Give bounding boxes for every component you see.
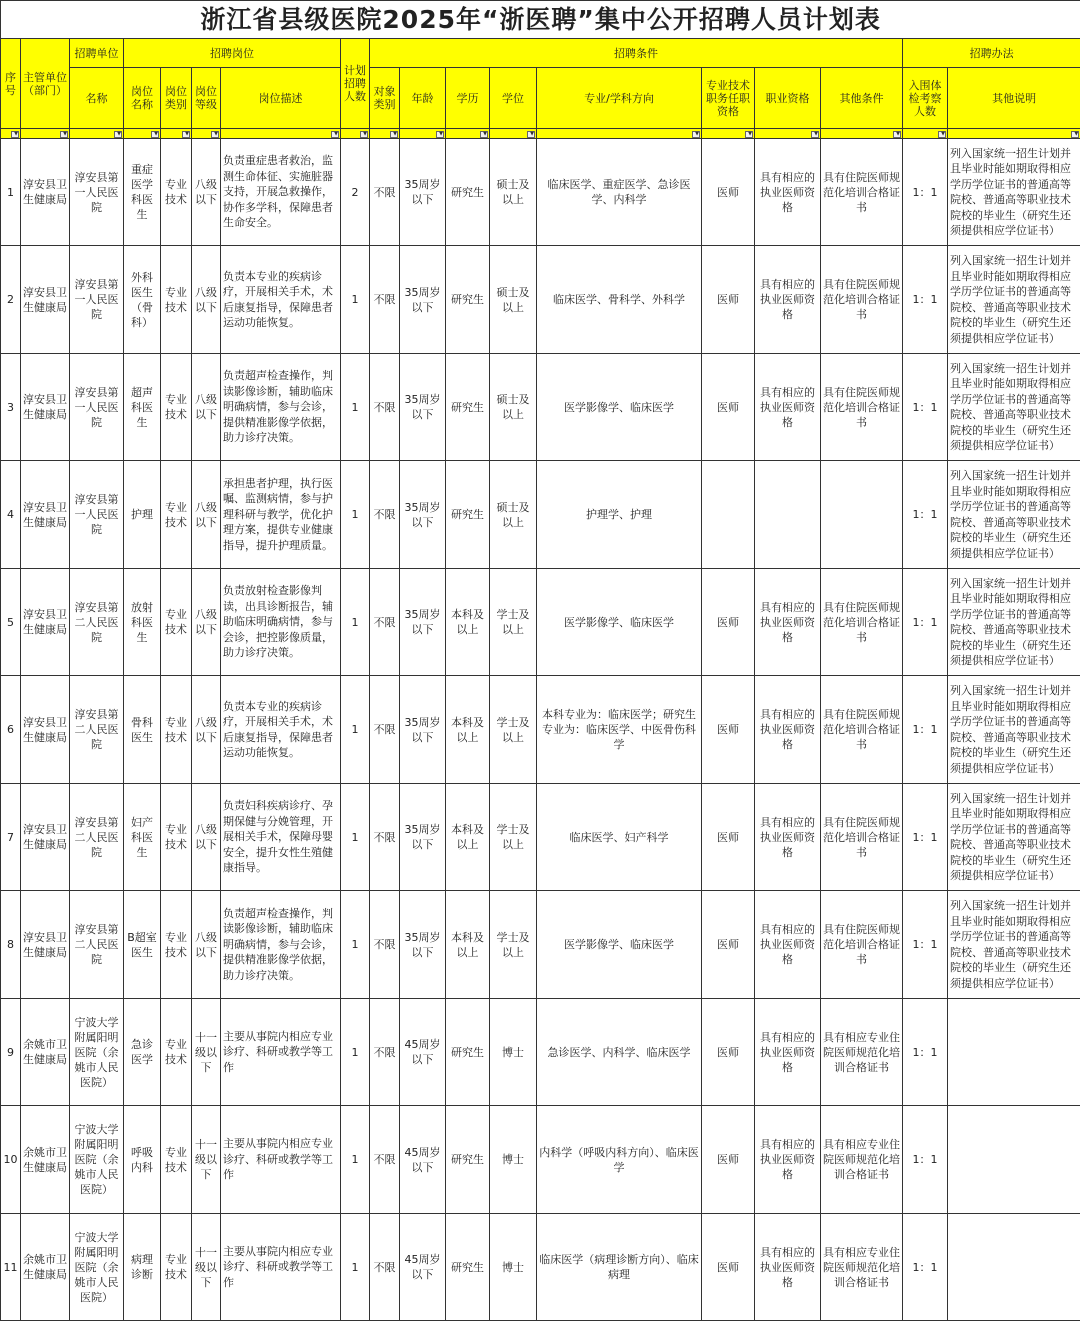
filter-cell <box>124 129 161 139</box>
practice-qual-cell: 具有相应的执业医师资格 <box>755 891 821 999</box>
filter-dropdown-icon[interactable]: ▼ <box>11 131 19 138</box>
title-qual-cell: 医师 <box>702 569 755 676</box>
header-recruit-unit-name: 名称 <box>70 68 124 129</box>
sheet-title: 浙江省县级医院2025年“浙医聘”集中公开招聘人员计划表 <box>1 1 1080 39</box>
practice-qual-cell: 具有相应的执业医师资格 <box>755 569 821 676</box>
filter-dropdown-icon[interactable]: ▼ <box>211 131 219 138</box>
education-cell: 本科及以上 <box>446 569 490 676</box>
post-level-cell: 八级以下 <box>192 246 221 354</box>
other-note-cell: 列入国家统一招生计划并且毕业时能如期取得相应学历学位证书的普通高等院校、普通高等职业技术院校的毕业生（研究生还须提供相应学位证书） <box>948 569 1080 676</box>
header-title-qual: 专业技术职务任职资格 <box>702 68 755 129</box>
plan-count-cell: 1 <box>341 1106 370 1214</box>
seq-cell: 3 <box>1 354 21 461</box>
education-cell: 本科及以上 <box>446 784 490 891</box>
table-row <box>1 461 1080 569</box>
recruit-unit-cell: 淳安县第二人民医院 <box>70 784 124 891</box>
age-cell: 45周岁以下 <box>400 1106 446 1214</box>
table-row <box>1 891 1080 999</box>
seq-cell: 6 <box>1 676 21 784</box>
plan-count-cell: 1 <box>341 354 370 461</box>
recruit-unit-cell: 淳安县第二人民医院 <box>70 676 124 784</box>
post-type-cell: 专业技术 <box>161 461 192 569</box>
post-desc-cell: 负责放射检查影像判读，出具诊断报告，辅助临床明确病情，参与会诊，把控影像质量，助力诊疗决策。 <box>221 569 341 676</box>
post-level-cell: 八级以下 <box>192 569 221 676</box>
filter-cell <box>161 129 192 139</box>
post-desc-cell: 负责超声检查操作，判读影像诊断，辅助临床明确病情，参与会诊，提供精准影像学依据，助力诊疗决策。 <box>221 354 341 461</box>
age-cell: 35周岁以下 <box>400 891 446 999</box>
unit-cell: 淳安县卫生健康局 <box>21 246 70 354</box>
ratio-cell: 1：1 <box>903 999 948 1106</box>
post-desc-cell: 负责超声检查操作，判读影像诊断，辅助临床明确病情，参与会诊，提供精准影像学依据，助力诊疗决策。 <box>221 891 341 999</box>
practice-qual-cell: 具有相应的执业医师资格 <box>755 676 821 784</box>
plan-count-cell: 1 <box>341 461 370 569</box>
header-post-type: 岗位类别 <box>161 68 192 129</box>
filter-cell <box>490 129 537 139</box>
post-name-cell: 呼吸内科 <box>124 1106 161 1214</box>
plan-count-cell: 1 <box>341 246 370 354</box>
post-level-cell: 八级以下 <box>192 676 221 784</box>
ratio-cell: 1：1 <box>903 569 948 676</box>
post-level-cell: 八级以下 <box>192 354 221 461</box>
filter-dropdown-icon[interactable]: ▼ <box>893 131 901 138</box>
other-cond-cell: 具有住院医师规范化培训合格证书 <box>821 139 903 246</box>
unit-cell: 余姚市卫生健康局 <box>21 1214 70 1321</box>
filter-dropdown-icon[interactable]: ▼ <box>692 131 700 138</box>
title-qual-cell: 医师 <box>702 1106 755 1214</box>
seq-cell: 2 <box>1 246 21 354</box>
title-qual-cell: 医师 <box>702 246 755 354</box>
header-ratio: 入围体检考察人数 <box>903 68 948 129</box>
degree-cell: 学士及以上 <box>490 676 537 784</box>
education-cell: 本科及以上 <box>446 891 490 999</box>
other-note-cell: 列入国家统一招生计划并且毕业时能如期取得相应学历学位证书的普通高等院校、普通高等职业技术院校的毕业生（研究生还须提供相应学位证书） <box>948 139 1080 246</box>
practice-qual-cell: 具有相应的执业医师资格 <box>755 246 821 354</box>
plan-count-cell: 1 <box>341 676 370 784</box>
post-type-cell: 专业技术 <box>161 1106 192 1214</box>
title-qual-cell: 医师 <box>702 354 755 461</box>
ratio-cell: 1：1 <box>903 891 948 999</box>
target-cell: 不限 <box>370 569 400 676</box>
major-cell: 临床医学、骨科学、外科学 <box>537 246 702 354</box>
target-cell: 不限 <box>370 891 400 999</box>
table-row <box>1 999 1080 1106</box>
degree-cell: 硕士及以上 <box>490 139 537 246</box>
header-condition-group: 招聘条件 <box>370 39 903 68</box>
target-cell: 不限 <box>370 139 400 246</box>
post-type-cell: 专业技术 <box>161 891 192 999</box>
major-cell: 内科学（呼吸内科方向）、临床医学 <box>537 1106 702 1214</box>
unit-cell: 淳安县卫生健康局 <box>21 354 70 461</box>
other-note-cell: 列入国家统一招生计划并且毕业时能如期取得相应学历学位证书的普通高等院校、普通高等职业技术院校的毕业生（研究生还须提供相应学位证书） <box>948 246 1080 354</box>
major-cell: 急诊医学、内科学、临床医学 <box>537 999 702 1106</box>
unit-cell: 淳安县卫生健康局 <box>21 676 70 784</box>
filter-dropdown-icon[interactable]: ▼ <box>938 131 946 138</box>
filter-cell <box>755 129 821 139</box>
target-cell: 不限 <box>370 246 400 354</box>
filter-cell <box>903 129 948 139</box>
major-cell: 医学影像学、临床医学 <box>537 569 702 676</box>
age-cell: 35周岁以下 <box>400 784 446 891</box>
ratio-cell: 1：1 <box>903 139 948 246</box>
header-post-name: 岗位名称 <box>124 68 161 129</box>
other-note-cell: 列入国家统一招生计划并且毕业时能如期取得相应学历学位证书的普通高等院校、普通高等职业技术院校的毕业生（研究生还须提供相应学位证书） <box>948 891 1080 999</box>
degree-cell: 博士 <box>490 1106 537 1214</box>
filter-cell <box>702 129 755 139</box>
header-recruit-unit: 招聘单位 <box>70 39 124 68</box>
header-seq: 序号 <box>1 39 21 129</box>
other-cond-cell: 具有住院医师规范化培训合格证书 <box>821 784 903 891</box>
target-cell: 不限 <box>370 1106 400 1214</box>
filter-cell <box>21 129 70 139</box>
filter-dropdown-icon[interactable]: ▼ <box>1071 131 1079 138</box>
major-cell: 临床医学、重症医学、急诊医学、内科学 <box>537 139 702 246</box>
filter-dropdown-icon[interactable]: ▼ <box>390 131 398 138</box>
plan-count-cell: 1 <box>341 999 370 1106</box>
title-qual-cell: 医师 <box>702 1214 755 1321</box>
table-row <box>1 1214 1080 1321</box>
post-name-cell: 重症医学科医生 <box>124 139 161 246</box>
age-cell: 35周岁以下 <box>400 569 446 676</box>
plan-count-cell: 2 <box>341 139 370 246</box>
age-cell: 35周岁以下 <box>400 354 446 461</box>
post-name-cell: 妇产科医生 <box>124 784 161 891</box>
plan-count-cell: 1 <box>341 891 370 999</box>
seq-cell: 5 <box>1 569 21 676</box>
recruit-unit-cell: 淳安县第一人民医院 <box>70 354 124 461</box>
filter-dropdown-icon[interactable]: ▼ <box>745 131 753 138</box>
target-cell: 不限 <box>370 1214 400 1321</box>
education-cell: 研究生 <box>446 139 490 246</box>
post-name-cell: 护理 <box>124 461 161 569</box>
header-major: 专业/学科方向 <box>537 68 702 129</box>
ratio-cell: 1：1 <box>903 246 948 354</box>
plan-count-cell: 1 <box>341 784 370 891</box>
other-note-cell: 列入国家统一招生计划并且毕业时能如期取得相应学历学位证书的普通高等院校、普通高等职业技术院校的毕业生（研究生还须提供相应学位证书） <box>948 354 1080 461</box>
post-level-cell: 十一级以下 <box>192 1106 221 1214</box>
unit-cell: 余姚市卫生健康局 <box>21 999 70 1106</box>
practice-qual-cell: 具有相应的执业医师资格 <box>755 139 821 246</box>
other-note-cell <box>948 1106 1080 1214</box>
seq-cell: 8 <box>1 891 21 999</box>
target-cell: 不限 <box>370 354 400 461</box>
seq-cell: 11 <box>1 1214 21 1321</box>
practice-qual-cell: 具有相应的执业医师资格 <box>755 354 821 461</box>
title-qual-cell: 医师 <box>702 999 755 1106</box>
filter-dropdown-icon[interactable]: ▼ <box>182 131 190 138</box>
post-name-cell: 病理诊断 <box>124 1214 161 1321</box>
target-cell: 不限 <box>370 676 400 784</box>
filter-dropdown-icon[interactable]: ▼ <box>60 131 68 138</box>
filter-dropdown-icon[interactable]: ▼ <box>436 131 444 138</box>
table-row <box>1 139 1080 246</box>
age-cell: 35周岁以下 <box>400 139 446 246</box>
filter-cell <box>537 129 702 139</box>
target-cell: 不限 <box>370 784 400 891</box>
filter-dropdown-icon[interactable]: ▼ <box>114 131 122 138</box>
ratio-cell: 1：1 <box>903 1214 948 1321</box>
filter-dropdown-icon[interactable]: ▼ <box>527 131 535 138</box>
other-cond-cell: 具有住院医师规范化培训合格证书 <box>821 676 903 784</box>
other-cond-cell: 具有住院医师规范化培训合格证书 <box>821 891 903 999</box>
ratio-cell: 1：1 <box>903 676 948 784</box>
major-cell: 医学影像学、临床医学 <box>537 891 702 999</box>
major-cell: 临床医学、妇产科学 <box>537 784 702 891</box>
post-name-cell: 骨科医生 <box>124 676 161 784</box>
header-age: 年龄 <box>400 68 446 129</box>
post-type-cell: 专业技术 <box>161 354 192 461</box>
unit-cell: 淳安县卫生健康局 <box>21 784 70 891</box>
major-cell: 本科专业为：临床医学；研究生专业为：临床医学、中医骨伤科学 <box>537 676 702 784</box>
header-post-group: 招聘岗位 <box>124 39 341 68</box>
major-cell: 临床医学（病理诊断方向）、临床病理 <box>537 1214 702 1321</box>
post-level-cell: 十一级以下 <box>192 1214 221 1321</box>
unit-cell: 淳安县卫生健康局 <box>21 891 70 999</box>
post-type-cell: 专业技术 <box>161 139 192 246</box>
ratio-cell: 1：1 <box>903 354 948 461</box>
plan-count-cell: 1 <box>341 569 370 676</box>
header-post-desc: 岗位描述 <box>221 68 341 129</box>
title-qual-cell: 医师 <box>702 676 755 784</box>
recruit-unit-cell: 淳安县第一人民医院 <box>70 246 124 354</box>
degree-cell: 博士 <box>490 1214 537 1321</box>
header-target: 对象类别 <box>370 68 400 129</box>
post-type-cell: 专业技术 <box>161 246 192 354</box>
seq-cell: 10 <box>1 1106 21 1214</box>
filter-dropdown-icon[interactable]: ▼ <box>151 131 159 138</box>
filter-cell <box>341 129 370 139</box>
degree-cell: 硕士及以上 <box>490 354 537 461</box>
post-name-cell: 急诊医学 <box>124 999 161 1106</box>
plan-count-cell: 1 <box>341 1214 370 1321</box>
unit-cell: 淳安县卫生健康局 <box>21 569 70 676</box>
post-type-cell: 专业技术 <box>161 569 192 676</box>
header-education: 学历 <box>446 68 490 129</box>
ratio-cell: 1：1 <box>903 784 948 891</box>
post-name-cell: B超室医生 <box>124 891 161 999</box>
post-type-cell: 专业技术 <box>161 784 192 891</box>
filter-cell <box>1 129 21 139</box>
degree-cell: 学士及以上 <box>490 784 537 891</box>
education-cell: 研究生 <box>446 246 490 354</box>
title-qual-cell: 医师 <box>702 139 755 246</box>
other-cond-cell: 具有住院医师规范化培训合格证书 <box>821 569 903 676</box>
practice-qual-cell: 具有相应的执业医师资格 <box>755 784 821 891</box>
practice-qual-cell: 具有相应的执业医师资格 <box>755 999 821 1106</box>
post-desc-cell: 主要从事院内相应专业诊疗、科研或教学等工作 <box>221 999 341 1106</box>
title-qual-cell: 医师 <box>702 784 755 891</box>
education-cell: 研究生 <box>446 1214 490 1321</box>
post-level-cell: 八级以下 <box>192 784 221 891</box>
ratio-cell: 1：1 <box>903 461 948 569</box>
other-cond-cell <box>821 461 903 569</box>
target-cell: 不限 <box>370 999 400 1106</box>
filter-dropdown-icon[interactable]: ▼ <box>331 131 339 138</box>
table-body <box>1 139 1080 1321</box>
other-cond-cell: 具有住院医师规范化培训合格证书 <box>821 246 903 354</box>
table-row <box>1 246 1080 354</box>
recruit-unit-cell: 淳安县第一人民医院 <box>70 461 124 569</box>
post-desc-cell: 负责本专业的疾病诊疗，开展相关手术，术后康复指导，保障患者运动功能恢复。 <box>221 246 341 354</box>
other-note-cell: 列入国家统一招生计划并且毕业时能如期取得相应学历学位证书的普通高等院校、普通高等职业技术院校的毕业生（研究生还须提供相应学位证书） <box>948 784 1080 891</box>
other-cond-cell: 具有相应专业住院医师规范化培训合格证书 <box>821 1214 903 1321</box>
table-row <box>1 569 1080 676</box>
practice-qual-cell: 具有相应的执业医师资格 <box>755 1214 821 1321</box>
unit-cell: 淳安县卫生健康局 <box>21 139 70 246</box>
post-level-cell: 十一级以下 <box>192 999 221 1106</box>
title-qual-cell: 医师 <box>702 891 755 999</box>
filter-cell <box>948 129 1080 139</box>
header-method-group: 招聘办法 <box>903 39 1080 68</box>
degree-cell: 硕士及以上 <box>490 246 537 354</box>
ratio-cell: 1：1 <box>903 1106 948 1214</box>
other-note-cell: 列入国家统一招生计划并且毕业时能如期取得相应学历学位证书的普通高等院校、普通高等职业技术院校的毕业生（研究生还须提供相应学位证书） <box>948 676 1080 784</box>
filter-cell <box>370 129 400 139</box>
header-practice-qual: 职业资格 <box>755 68 821 129</box>
seq-cell: 9 <box>1 999 21 1106</box>
unit-cell: 淳安县卫生健康局 <box>21 461 70 569</box>
degree-cell: 硕士及以上 <box>490 461 537 569</box>
header-other-cond: 其他条件 <box>821 68 903 129</box>
age-cell: 45周岁以下 <box>400 1214 446 1321</box>
recruit-unit-cell: 宁波大学附属阳明医院（余姚市人民医院） <box>70 1214 124 1321</box>
header-post-level: 岗位等级 <box>192 68 221 129</box>
seq-cell: 1 <box>1 139 21 246</box>
degree-cell: 学士及以上 <box>490 891 537 999</box>
filter-dropdown-icon[interactable]: ▼ <box>360 131 368 138</box>
post-type-cell: 专业技术 <box>161 1214 192 1321</box>
filter-row <box>1 129 1080 139</box>
age-cell: 35周岁以下 <box>400 461 446 569</box>
filter-cell <box>192 129 221 139</box>
header-unit: 主管单位（部门） <box>21 39 70 129</box>
education-cell: 研究生 <box>446 354 490 461</box>
table-row <box>1 1106 1080 1214</box>
other-cond-cell: 具有相应专业住院医师规范化培训合格证书 <box>821 1106 903 1214</box>
recruit-unit-cell: 淳安县第二人民医院 <box>70 569 124 676</box>
practice-qual-cell <box>755 461 821 569</box>
age-cell: 35周岁以下 <box>400 676 446 784</box>
recruit-unit-cell: 淳安县第一人民医院 <box>70 139 124 246</box>
filter-dropdown-icon[interactable]: ▼ <box>811 131 819 138</box>
education-cell: 研究生 <box>446 1106 490 1214</box>
table-row <box>1 354 1080 461</box>
recruit-unit-cell: 宁波大学附属阳明医院（余姚市人民医院） <box>70 999 124 1106</box>
post-desc-cell: 承担患者护理，执行医嘱、监测病情，参与护理科研与教学，优化护理方案，提供专业健康指导，提升护理质量。 <box>221 461 341 569</box>
education-cell: 研究生 <box>446 461 490 569</box>
post-type-cell: 专业技术 <box>161 676 192 784</box>
degree-cell: 博士 <box>490 999 537 1106</box>
post-desc-cell: 负责妇科疾病诊疗、孕期保健与分娩管理，开展相关手术，保障母婴安全，提升女性生殖健康指导。 <box>221 784 341 891</box>
seq-cell: 4 <box>1 461 21 569</box>
recruit-unit-cell: 宁波大学附属阳明医院（余姚市人民医院） <box>70 1106 124 1214</box>
education-cell: 本科及以上 <box>446 676 490 784</box>
header-plan-count: 计划招聘人数 <box>341 39 370 129</box>
target-cell: 不限 <box>370 461 400 569</box>
filter-cell <box>821 129 903 139</box>
other-note-cell: 列入国家统一招生计划并且毕业时能如期取得相应学历学位证书的普通高等院校、普通高等职业技术院校的毕业生（研究生还须提供相应学位证书） <box>948 461 1080 569</box>
seq-cell: 7 <box>1 784 21 891</box>
major-cell: 护理学、护理 <box>537 461 702 569</box>
post-level-cell: 八级以下 <box>192 891 221 999</box>
post-desc-cell: 主要从事院内相应专业诊疗、科研或教学等工作 <box>221 1106 341 1214</box>
other-cond-cell: 具有相应专业住院医师规范化培训合格证书 <box>821 999 903 1106</box>
title-qual-cell <box>702 461 755 569</box>
age-cell: 45周岁以下 <box>400 999 446 1106</box>
header-other-note: 其他说明 <box>948 68 1080 129</box>
other-note-cell <box>948 1214 1080 1321</box>
post-level-cell: 八级以下 <box>192 139 221 246</box>
table-row <box>1 784 1080 891</box>
practice-qual-cell: 具有相应的执业医师资格 <box>755 1106 821 1214</box>
other-note-cell <box>948 999 1080 1106</box>
post-type-cell: 专业技术 <box>161 999 192 1106</box>
post-desc-cell: 主要从事院内相应专业诊疗、科研或教学等工作 <box>221 1214 341 1321</box>
age-cell: 35周岁以下 <box>400 246 446 354</box>
post-desc-cell: 负责重症患者救治，监测生命体征、实施脏器支持，开展急救操作，协作多学科，保障患者生命安全。 <box>221 139 341 246</box>
post-name-cell: 超声科医生 <box>124 354 161 461</box>
post-name-cell: 外科医生（骨科） <box>124 246 161 354</box>
filter-cell <box>446 129 490 139</box>
degree-cell: 学士及以上 <box>490 569 537 676</box>
filter-dropdown-icon[interactable]: ▼ <box>480 131 488 138</box>
post-desc-cell: 负责本专业的疾病诊疗，开展相关手术，术后康复指导，保障患者运动功能恢复。 <box>221 676 341 784</box>
other-cond-cell: 具有住院医师规范化培训合格证书 <box>821 354 903 461</box>
filter-cell <box>70 129 124 139</box>
filter-cell <box>221 129 341 139</box>
table-row <box>1 676 1080 784</box>
header-degree: 学位 <box>490 68 537 129</box>
filter-cell <box>400 129 446 139</box>
post-name-cell: 放射科医生 <box>124 569 161 676</box>
post-level-cell: 八级以下 <box>192 461 221 569</box>
unit-cell: 余姚市卫生健康局 <box>21 1106 70 1214</box>
education-cell: 研究生 <box>446 999 490 1106</box>
major-cell: 医学影像学、临床医学 <box>537 354 702 461</box>
recruit-unit-cell: 淳安县第二人民医院 <box>70 891 124 999</box>
